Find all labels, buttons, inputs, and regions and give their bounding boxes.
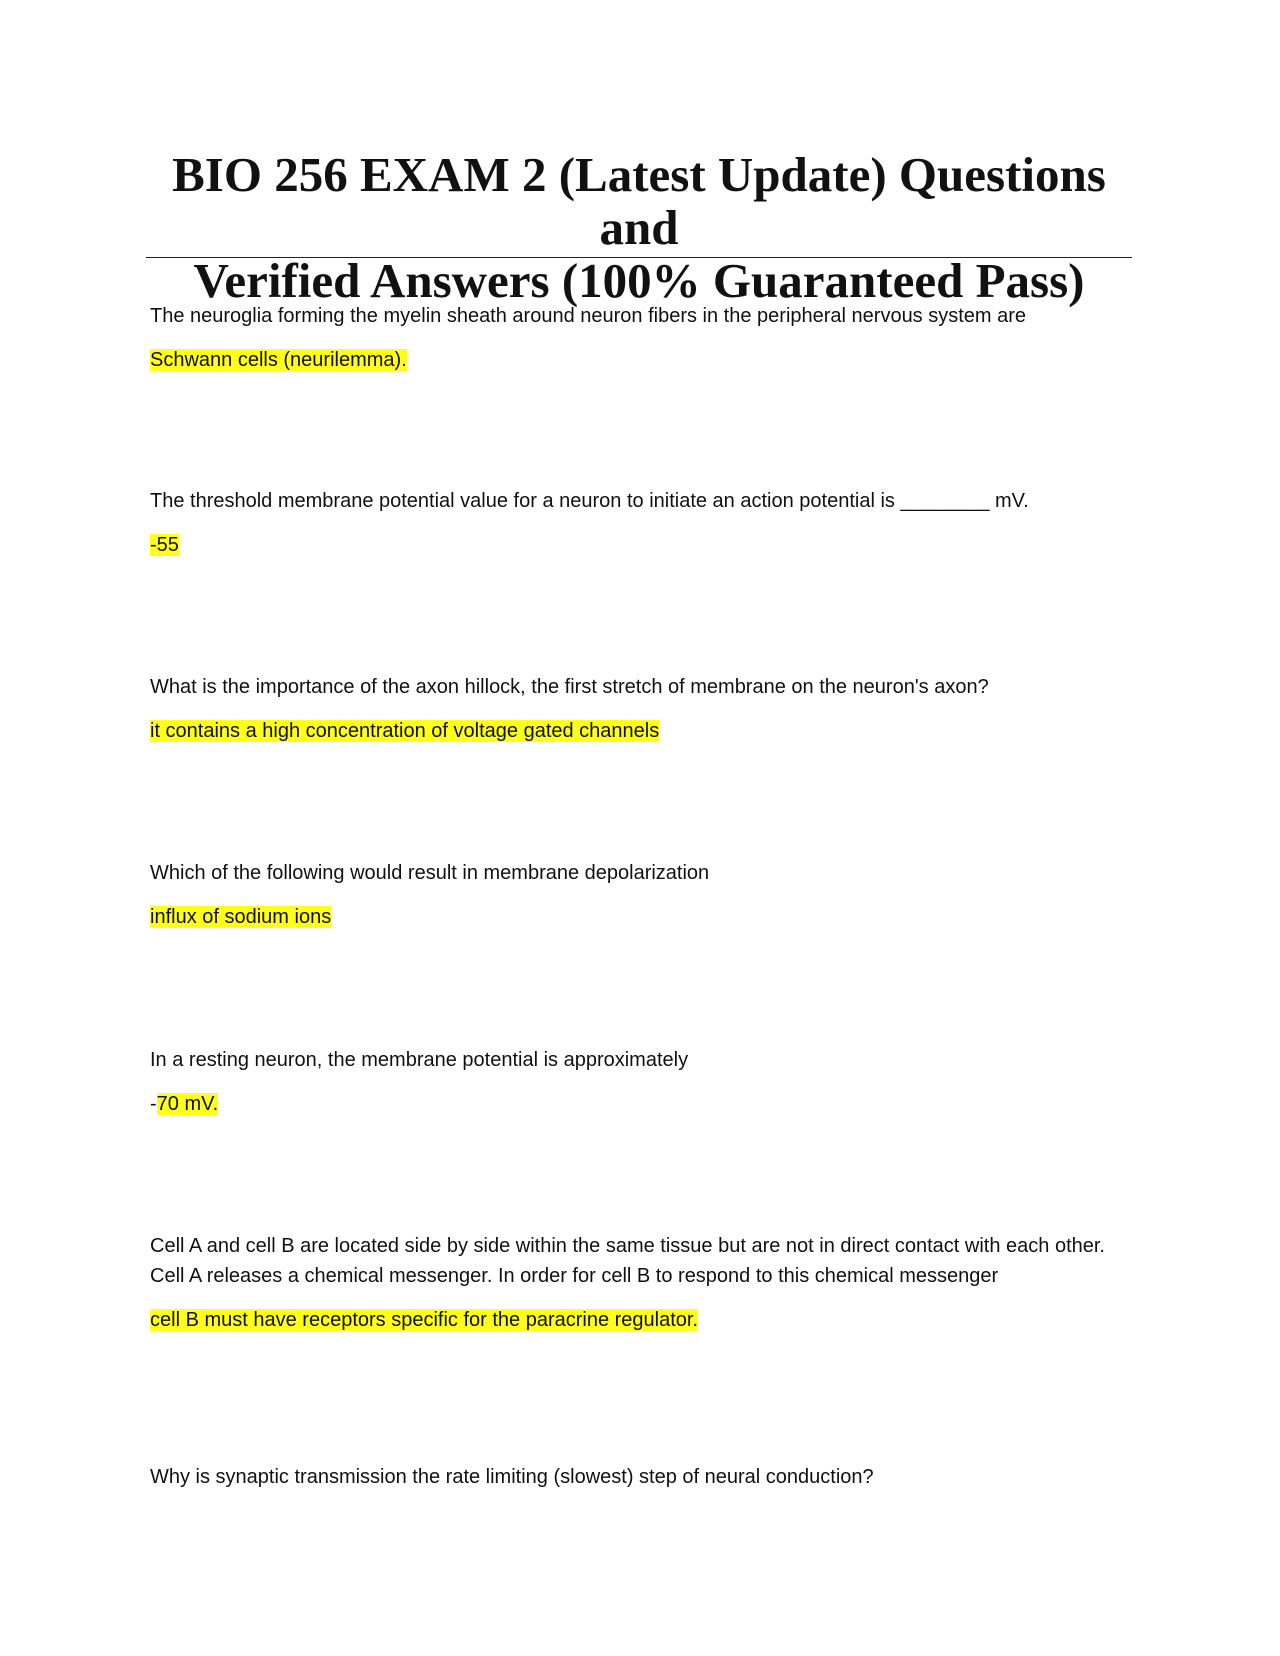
page-title xyxy=(146,148,1132,307)
question-5: In a resting neuron, the membrane potential is approximately xyxy=(150,1049,689,1071)
answer-5 xyxy=(150,1089,1110,1119)
answer-3 xyxy=(150,716,1110,746)
question-4: Which of the following would result in membrane depolarization xyxy=(150,862,710,884)
qa-item-6 xyxy=(150,1231,1110,1335)
qa-item-3 xyxy=(150,672,1110,746)
answer-5-highlight: 70 mV. xyxy=(156,1093,219,1115)
question-6: Cell A and cell B are located side by side within the same tissue but are not in direct contact with each other. Cell A releases a chemical messenger. In order for cell B to respond to this chemical messenger xyxy=(150,1235,1105,1287)
qa-item-4 xyxy=(150,858,1110,932)
question-7: Why is synaptic transmission the rate limiting (slowest) step of neural conduction? xyxy=(150,1466,874,1488)
answer-3-highlight: it contains a high concentration of voltage gated channels xyxy=(150,720,660,742)
question-2: The threshold membrane potential value for a neuron to initiate an action potential is ________ mV. xyxy=(150,490,1029,512)
question-3: What is the importance of the axon hillock, the first stretch of membrane on the neuron's axon? xyxy=(150,676,989,698)
answer-5-prefix: - xyxy=(150,1093,157,1115)
question-1: The neuroglia forming the myelin sheath around neuron fibers in the peripheral nervous system are xyxy=(150,305,1027,327)
answer-1-highlight: Schwann cells (neurilemma). xyxy=(150,349,407,371)
answer-1 xyxy=(150,345,1110,375)
title-line-1: BIO 256 EXAM 2 (Latest Update) Questions and xyxy=(172,147,1106,255)
answer-2-highlight: -55 xyxy=(150,534,179,556)
answer-2 xyxy=(150,530,1110,560)
answer-6 xyxy=(150,1305,1110,1335)
answer-4-highlight: influx of sodium ions xyxy=(150,906,332,928)
title-line-2: Verified Answers (100% Guaranteed Pass) xyxy=(193,253,1085,308)
title-underline xyxy=(146,257,1132,258)
answer-6-highlight: cell B must have receptors specific for the paracrine regulator. xyxy=(150,1309,699,1331)
qa-item-7 xyxy=(150,1462,1110,1492)
qa-item-5 xyxy=(150,1045,1110,1119)
qa-item-2 xyxy=(150,486,1110,560)
qa-item-1 xyxy=(150,301,1110,375)
answer-4 xyxy=(150,902,1110,932)
